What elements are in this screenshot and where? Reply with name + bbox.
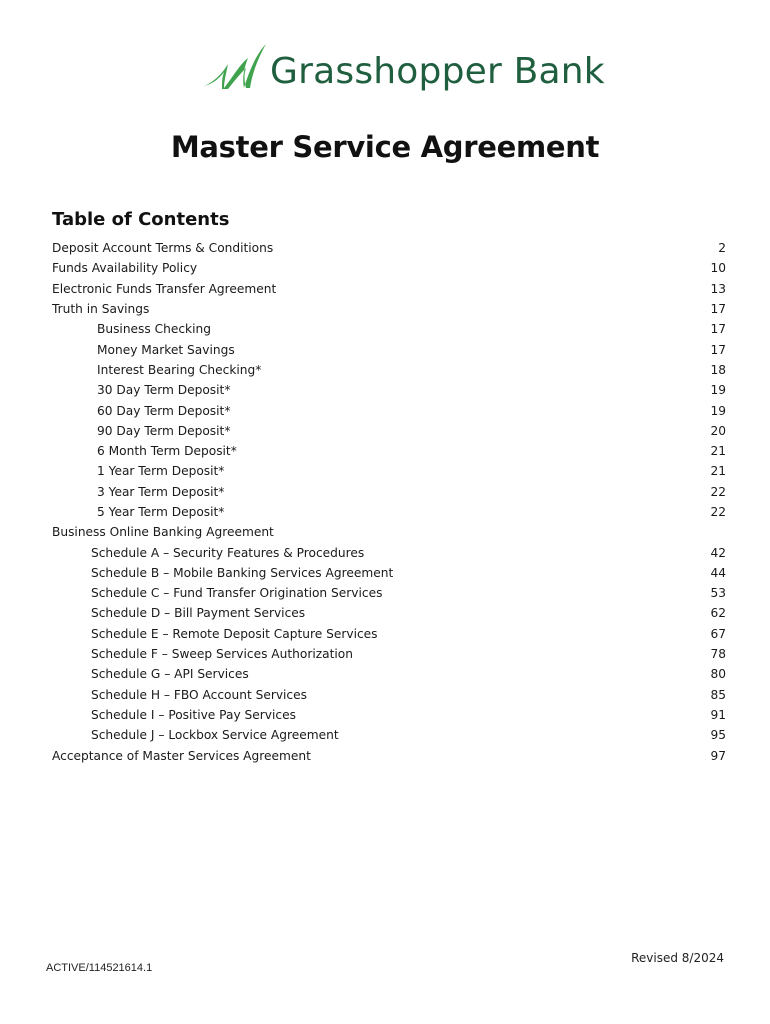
- toc-entry-label: Deposit Account Terms & Conditions: [52, 241, 274, 256]
- toc-entry[interactable]: [52, 725, 726, 745]
- toc-entry-label: Business Checking: [97, 322, 211, 337]
- toc-entry[interactable]: [52, 522, 726, 542]
- table-of-contents: [52, 238, 726, 766]
- grasshopper-bank-logo: [202, 42, 605, 102]
- toc-entry-page: 17: [710, 302, 726, 317]
- toc-entry[interactable]: [52, 624, 726, 644]
- toc-entry-label: Truth in Savings: [52, 302, 150, 317]
- toc-entry-page: 85: [710, 687, 726, 702]
- toc-entry-page: 19: [710, 403, 726, 418]
- toc-entry[interactable]: [52, 299, 726, 319]
- toc-entry[interactable]: [52, 360, 726, 380]
- toc-entry-page: 22: [710, 484, 726, 499]
- revision-date: Revised 8/2024: [631, 951, 724, 965]
- toc-entry[interactable]: [52, 339, 726, 359]
- toc-entry-page: 95: [710, 728, 726, 743]
- toc-entry-page: 80: [710, 667, 726, 682]
- toc-entry-label: Electronic Funds Transfer Agreement: [52, 281, 277, 296]
- toc-entry-label: Schedule F – Sweep Services Authorization: [91, 647, 353, 662]
- toc-entry-page: 20: [710, 423, 726, 438]
- toc-entry[interactable]: [52, 705, 726, 725]
- toc-entry-label: Schedule J – Lockbox Service Agreement: [91, 728, 339, 743]
- toc-entry-label: 30 Day Term Deposit*: [97, 383, 231, 398]
- toc-entry-page: 17: [710, 322, 726, 337]
- toc-entry[interactable]: [52, 461, 726, 481]
- toc-entry[interactable]: [52, 583, 726, 603]
- toc-entry[interactable]: [52, 258, 726, 278]
- toc-entry-page: 19: [710, 383, 726, 398]
- toc-entry-page: 67: [710, 626, 726, 641]
- toc-entry-label: Business Online Banking Agreement: [52, 525, 274, 540]
- toc-entry-label: Schedule E – Remote Deposit Capture Services: [91, 626, 378, 641]
- toc-entry-label: Acceptance of Master Services Agreement: [52, 748, 311, 763]
- toc-entry-page: 22: [710, 505, 726, 519]
- toc-entry[interactable]: [52, 238, 726, 258]
- toc-entry-page: 53: [710, 586, 726, 601]
- brand-name: Grasshopper Bank: [270, 51, 605, 92]
- toc-entry[interactable]: [52, 542, 726, 562]
- toc-entry-label: 1 Year Term Deposit*: [97, 464, 225, 479]
- toc-entry[interactable]: [52, 400, 726, 420]
- toc-entry-page: 13: [710, 281, 726, 296]
- toc-entry-label: Money Market Savings: [97, 342, 235, 357]
- toc-entry-page: 2: [718, 241, 726, 256]
- toc-entry[interactable]: [52, 745, 726, 765]
- toc-entry-label: Funds Availability Policy: [52, 261, 198, 276]
- toc-entry[interactable]: [52, 279, 726, 299]
- toc-entry-page: 17: [710, 342, 726, 357]
- toc-entry[interactable]: [52, 644, 726, 664]
- grass-blades-icon: [202, 42, 268, 102]
- toc-entry-page: 21: [710, 464, 726, 479]
- toc-entry-label: 5 Year Term Deposit*: [97, 505, 225, 519]
- toc-entry[interactable]: [52, 685, 726, 705]
- toc-entry[interactable]: [52, 319, 726, 339]
- toc-entry-label: Schedule B – Mobile Banking Services Agreement: [91, 565, 394, 580]
- document-id: ACTIVE/114521614.1: [46, 962, 153, 974]
- toc-entry-label: Interest Bearing Checking*: [97, 362, 262, 377]
- toc-entry-page: 97: [710, 748, 726, 763]
- toc-entry[interactable]: [52, 664, 726, 684]
- toc-entry-label: 3 Year Term Deposit*: [97, 484, 225, 499]
- toc-entry-label: Schedule C – Fund Transfer Origination Services: [91, 586, 383, 601]
- toc-entry[interactable]: [52, 380, 726, 400]
- toc-entry-page: 42: [710, 545, 726, 560]
- toc-entry-label: Schedule I – Positive Pay Services: [91, 707, 296, 722]
- toc-entry[interactable]: [52, 603, 726, 623]
- toc-entry-label: Schedule A – Security Features & Procedures: [91, 545, 365, 560]
- toc-heading: Table of Contents: [52, 209, 230, 230]
- toc-entry-label: Schedule G – API Services: [91, 667, 249, 682]
- toc-entry-page: 21: [710, 444, 726, 459]
- toc-entry-page: 10: [710, 261, 726, 276]
- toc-entry-label: 90 Day Term Deposit*: [97, 423, 231, 438]
- toc-entry-page: 44: [710, 565, 726, 580]
- toc-entry-label: Schedule D – Bill Payment Services: [91, 606, 306, 621]
- toc-entry-page: 91: [710, 707, 726, 722]
- toc-entry[interactable]: [52, 482, 726, 502]
- toc-entry[interactable]: [52, 563, 726, 583]
- toc-entry-page: 18: [710, 362, 726, 377]
- toc-entry-label: Schedule H – FBO Account Services: [91, 687, 307, 702]
- toc-entry-page: 78: [710, 647, 726, 662]
- toc-entry-label: 6 Month Term Deposit*: [97, 444, 237, 459]
- document-title: Master Service Agreement: [170, 130, 600, 164]
- toc-entry[interactable]: [52, 441, 726, 461]
- toc-entry-label: 60 Day Term Deposit*: [97, 403, 231, 418]
- toc-entry-page: 62: [710, 606, 726, 621]
- toc-entry[interactable]: [52, 421, 726, 441]
- toc-entry[interactable]: [52, 502, 726, 522]
